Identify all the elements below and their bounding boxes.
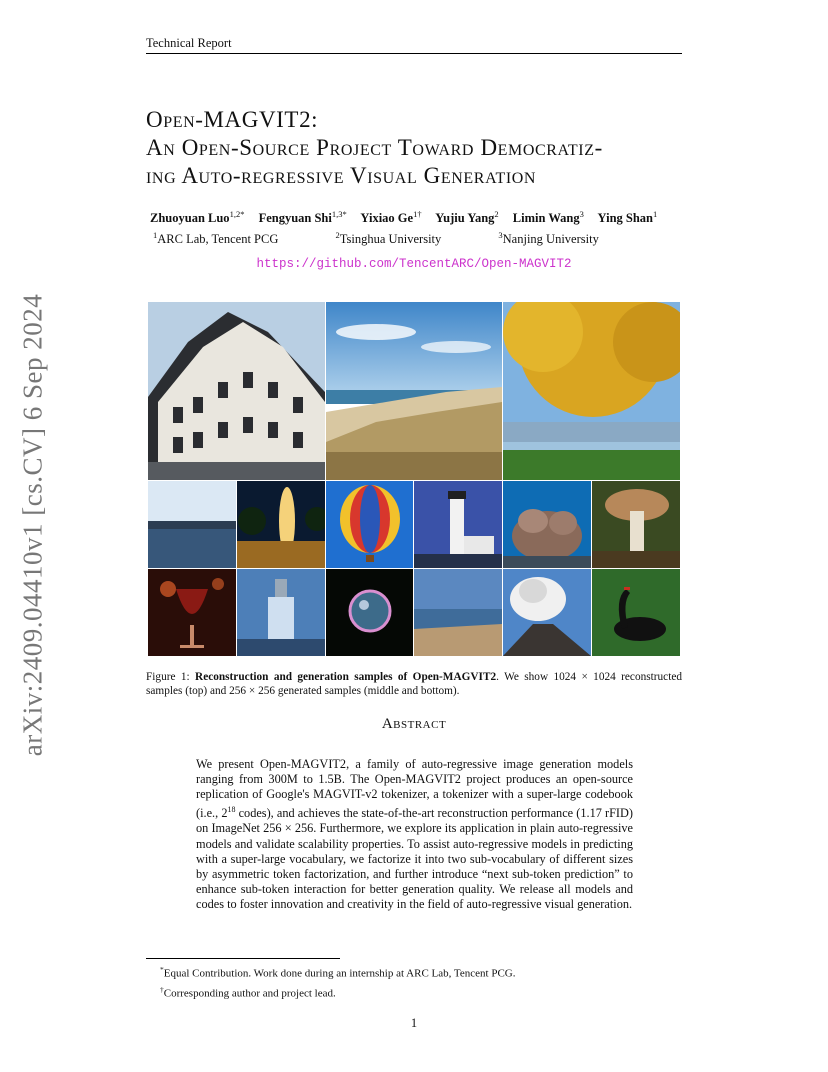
footnote: †Corresponding author and project lead. [160, 984, 336, 1000]
abstract-body: We present Open-MAGVIT2, a family of auto-regressive image generation models ranging from 300M to 1.5B. The Open-MAGVIT2 project produces an open-source replication of Google's MAGVIT-v2 tokenizer, a tokenizer with a super-large codebook (i.e., $2^{18}$ codes), and achieves the state-of-the-art reconstruction performance (1.17 rFID) on ImageNet 256 × 256. Furthermore, we explore its application in plain auto-regressive models and validate scalability properties. To assist auto-regressive models in predicting with a super-large vocabulary, we factorize it into two sub-vocabulary of different sizes by asymmetric token factorization, and further introduce “next sub-token prediction” to enhance sub-token interaction for better generation quality. We release all models and codes to foster innovation and creativity in the field of auto-regressive visual generation. [196, 757, 633, 911]
caption-label: Figure 1: [146, 671, 190, 683]
footnote: *Equal Contribution. Work done during an internship at ARC Lab, Tencent PCG. [160, 965, 516, 980]
perfume-bottle-image [237, 569, 325, 656]
affiliation: $^2$Tsinghua University [335, 230, 442, 247]
soap-bubble-image [326, 569, 413, 656]
author: Yixiao $Ge^{1\dagger}$ [360, 209, 422, 226]
figure-caption [146, 670, 682, 698]
title-line-2: An Open-Source Project Toward Democratiz- [146, 135, 603, 160]
affiliation-list [153, 230, 653, 247]
caption-text: . We show 1024 × 1024 reconstructed samples (top) and 256 × 256 generated samples (middle and bottom). [146, 671, 682, 697]
arxiv-stamp [8, 290, 58, 760]
affiliation: $^1$ARC Lab, Tencent PCG [153, 230, 279, 247]
autumn-tree-image [503, 302, 680, 480]
wine-glass-image [148, 569, 236, 656]
mushroom-image [592, 481, 680, 568]
caption-bold: Reconstruction and generation samples of Open-MAGVIT2 [195, 671, 497, 683]
arxiv-stamp-text: arXiv:2409.04410v1 [cs.CV] 6 Sep 2024 [17, 293, 48, 757]
building-image [148, 302, 325, 480]
author: Zhuoyuan Luo$^{1,2*}$ [150, 209, 245, 226]
affiliation: $^3$Nanjing University [498, 230, 599, 247]
lighthouse-image [414, 481, 502, 568]
author: Fengyuan Shi$^{1,3*}$ [258, 209, 347, 226]
coral-image [503, 481, 591, 568]
github-link[interactable]: https://github.com/TencentARC/Open-MAGVIT2 [256, 257, 572, 271]
hot-air-balloon-image [326, 481, 413, 568]
author: Limin Wang$^3$ [512, 209, 584, 226]
paper-title [146, 106, 706, 190]
footnotes [160, 962, 515, 1001]
page-number: 1 [410, 1016, 418, 1030]
title-line-1: Open-MAGVIT2: [146, 107, 319, 132]
volcano-image [503, 569, 591, 656]
author-list [150, 209, 690, 226]
footnote-rule [146, 958, 340, 959]
ocean-shore-image [414, 569, 502, 656]
harbor-image [148, 481, 236, 568]
abstract-heading: Abstract [381, 716, 447, 732]
beach-dunes-image [326, 302, 502, 480]
author: Yujiu Yang$^2$ [435, 209, 499, 226]
running-header: Technical Report [146, 36, 682, 54]
author: Ying Shan$^1$ [597, 209, 658, 226]
fountain-image [237, 481, 325, 568]
title-line-3: ing Auto-regressive Visual Generation [146, 163, 537, 188]
black-swan-image [592, 569, 680, 656]
